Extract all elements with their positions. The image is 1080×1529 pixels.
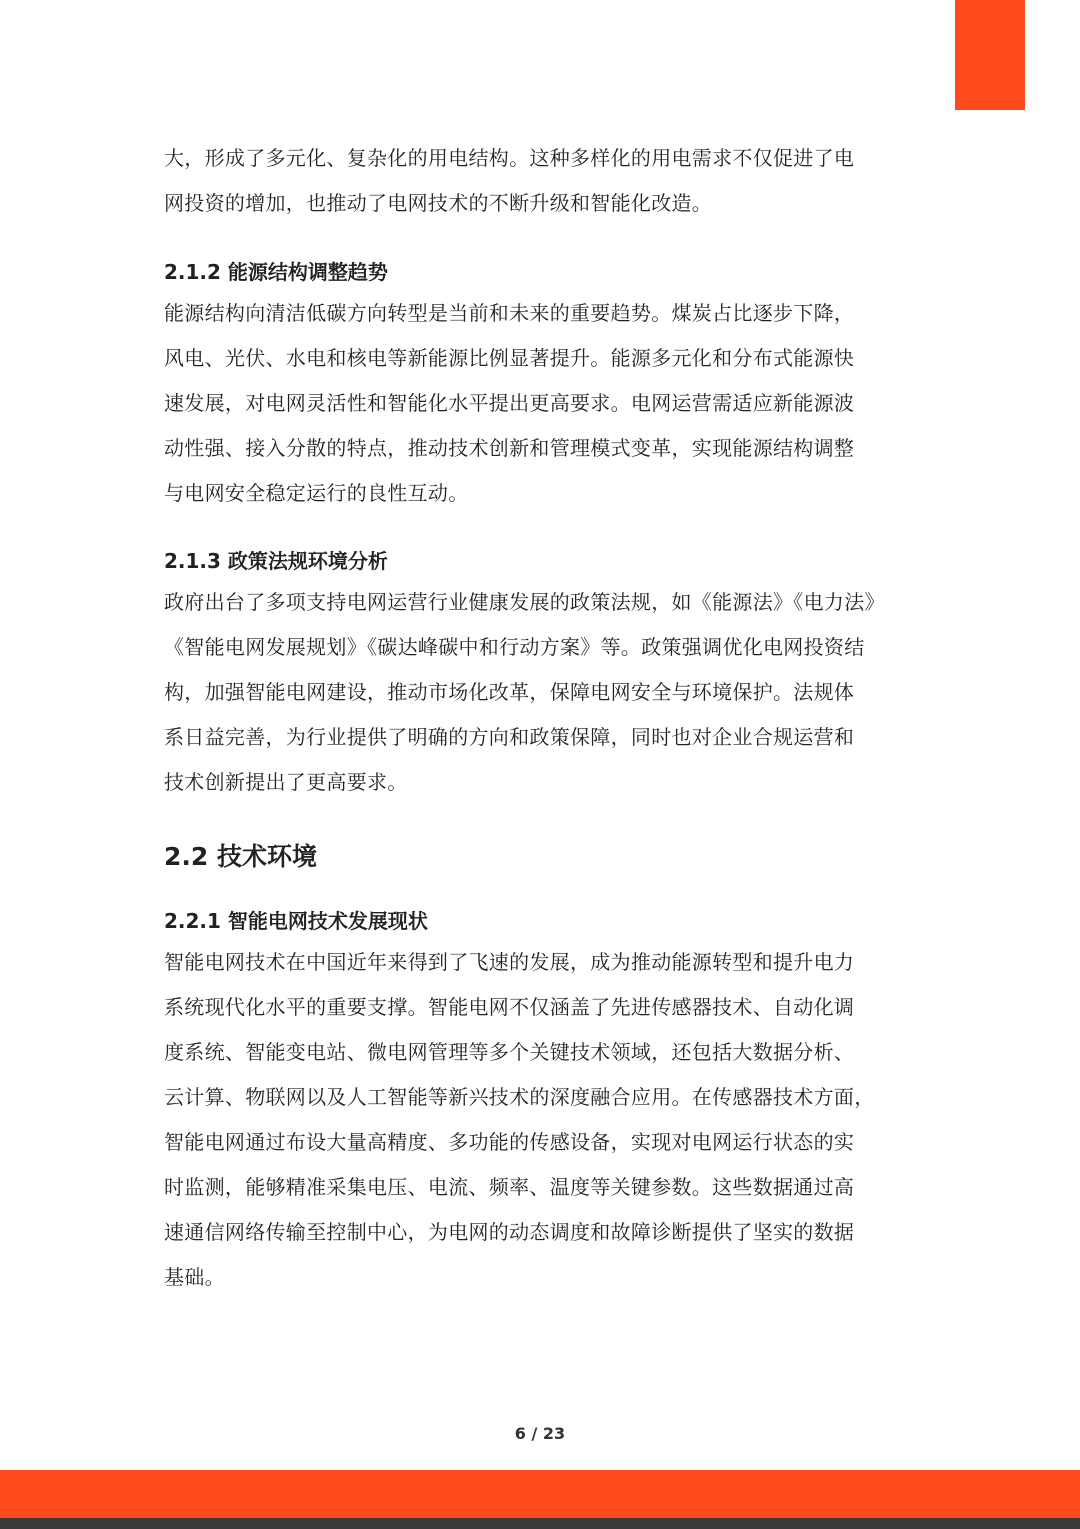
paragraph-smart-grid: 智能电网技术在中国近年来得到了飞速的发展，成为推动能源转型和提升电力 系统现代化水平的重要支撑。智能电网不仅涵盖了先进传感器技术、自动化调 度系统、智能变电站、微电网管理等多个关键技术领域，还包括大数据分析、 云计算、物联网以及人工智能等新兴技术的深度融合应用。在传感器技术方面， 智能电网通过布设大量高精度、多功能的传感设备，实现对电网运行状态的实 时监测，能够精准采集电压、电流、频率、温度等关键参数。这些数据通过高 速通信网络传输至控制中心，为电网的动态调度和故障诊断提供了坚实的数据 基础。 xyxy=(164,950,875,1289)
heading-2-1-3: 2.1.3 政策法规环境分析 xyxy=(164,549,388,573)
heading-2-2: 2.2 技术环境 xyxy=(164,842,317,871)
corner-accent-tab xyxy=(955,0,1025,110)
paragraph-policy: 政府出台了多项支持电网运营行业健康发展的政策法规，如《能源法》《电力法》 《智能电网发展规划》《碳达峰碳中和行动方案》等。政策强调优化电网投资结 构，加强智能电网建设，推动市场化改革，保障电网安全与环境保护。法规体 系日益完善，为行业提供了明确的方向和政策保障，同时也对企业合规运营和 技术创新提出了更高要求。 xyxy=(164,590,885,794)
paragraph-intro: 大，形成了多元化、复杂化的用电结构。这种多样化的用电需求不仅促进了电 网投资的增加，也推动了电网技术的不断升级和智能化改造。 xyxy=(164,146,855,215)
heading-2-1-2: 2.1.2 能源结构调整趋势 xyxy=(164,260,388,284)
footer-dark-strip xyxy=(0,1518,1080,1529)
heading-2-2-1: 2.2.1 智能电网技术发展现状 xyxy=(164,909,428,933)
paragraph-energy-structure: 能源结构向清洁低碳方向转型是当前和未来的重要趋势。煤炭占比逐步下降， 风电、光伏、水电和核电等新能源比例显著提升。能源多元化和分布式能源快 速发展，对电网灵活性和智能化水平提出更高要求。电网运营需适应新能源波 动性强、接入分散的特点，推动技术创新和管理模式变革，实现能源结构调整 与电网安全稳定运行的良性互动。 xyxy=(164,301,855,505)
page-number: 6 / 23 xyxy=(514,1424,566,1443)
footer-accent-bar xyxy=(0,1470,1080,1518)
